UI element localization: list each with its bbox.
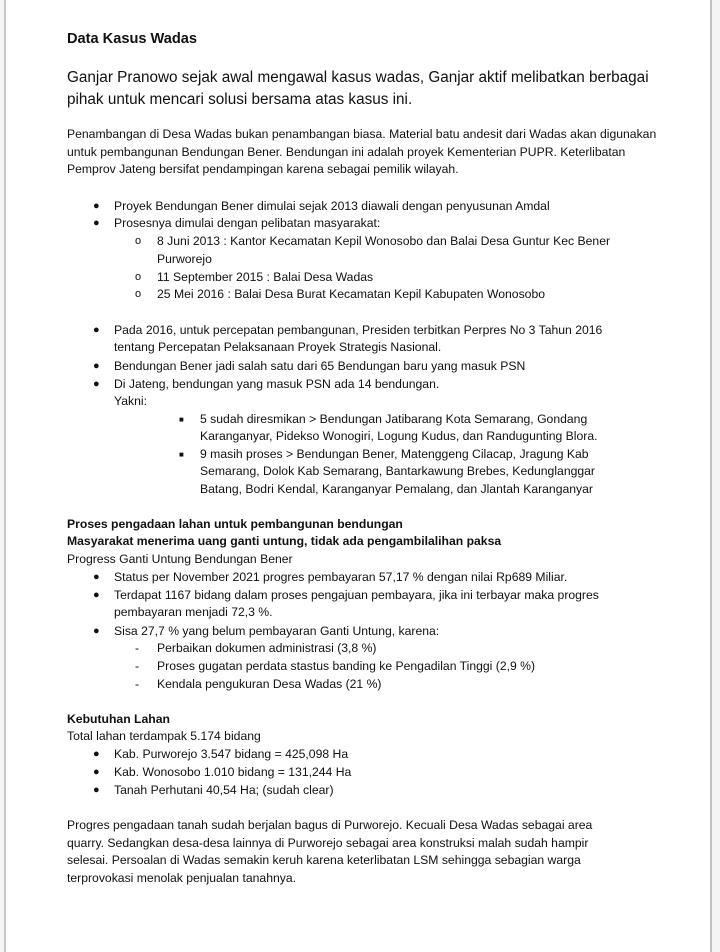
closing-paragraph-line: selesai. Persoalan di Wadas semakin keruh karena keterlibatan LSM sehingga sebagian warga	[67, 853, 581, 867]
closing-paragraph-line: terprovokasi menolak penjualan tanahnya.	[67, 871, 297, 885]
bullet-icon: ●	[93, 217, 100, 229]
closing-paragraph-line: Progres pengadaan tanah sudah berjalan bagus di Purworejo. Kecuali Desa Wadas sebagai area	[67, 818, 593, 832]
square-bullet-icon: ■	[179, 450, 184, 459]
bullet-icon: ●	[93, 625, 100, 637]
intro-paragraph: Penambangan di Desa Wadas bukan penambangan biasa. Material batu andesit dari Wadas akan digunakan untuk pembangunan Bendungan Bener. Bendungan ini adalah proyek Kementerian PUPR. Keterlibatan Pemprov Jateng bersifat pendampingan karena sebagai pemilik wilayah.	[67, 127, 657, 177]
dash-icon: -	[135, 659, 140, 673]
section-subtitle: Total lahan terdampak 5.174 bidang	[67, 729, 261, 743]
circle-bullet-icon: o	[135, 235, 142, 247]
bullet-icon: ●	[93, 200, 100, 212]
closing-paragraph-line: quarry. Sedangkan desa-desa lainnya di Purworejo sebagai area konstruksi malah sudah hampir	[67, 836, 589, 850]
dash-icon: -	[135, 677, 140, 691]
bullet-icon: ●	[93, 378, 100, 390]
bullet-icon: ●	[93, 360, 100, 372]
section-subtitle: Progress Ganti Untung Bendungan Bener	[67, 552, 293, 566]
circle-bullet-icon: o	[135, 288, 142, 300]
lead-paragraph: Ganjar Pranowo sejak awal mengawal kasus wadas, Ganjar aktif melibatkan berbagai pihak untuk mencari solusi bersama atas kasus ini.	[67, 69, 649, 108]
bullet-icon: ●	[93, 589, 100, 601]
dash-icon: -	[135, 641, 140, 655]
bullet-icon: ●	[93, 766, 100, 778]
square-bullet-icon: ■	[179, 415, 184, 424]
bullet-icon: ●	[93, 784, 100, 796]
section-heading: Masyarakat menerima uang ganti untung, tidak ada pengambilalihan paksa	[67, 534, 502, 548]
section-heading: Kebutuhan Lahan	[67, 712, 170, 726]
bullet-icon: ●	[93, 748, 100, 760]
document-page: Data Kasus Wadas Ganjar Pranowo sejak awal mengawal kasus wadas, Ganjar aktif melibatkan berbagai pihak untuk mencari solusi bersama atas kasus ini. Penambangan di Desa Wadas bukan penambangan biasa. Material batu andesit dari Wadas akan digunakan untuk pembangunan Bendungan Bener. Bendungan ini adalah proyek Kementerian PUPR. Keterlibatan Pemprov Jateng bersifat pendampingan karena sebagai pemilik wilayah. ● Proyek Bendungan Bener dimulai sejak 2013 diawali dengan penyusunan Amdal ● Prosesnya dimulai dengan pelibatan masyarakat: o 8 Juni 2013 : Kantor Kecamatan Kepil Wonosobo dan Balai Desa Guntur Kec Bener Purworejo o 11 September 2015 : Balai Desa Wadas o 25 Mei 2016 : Balai Desa Burat Kecamatan Kepil Kabupaten Wonosobo ● Pada 2016, untuk percepatan pembangunan, Presiden terbitkan Perpres No 3 Tahun 2016 tentang Percepatan Pelaksanaan Proyek Strategis Nasional. ● Bendungan Bener jadi salah satu dari 65 Bendungan baru yang masuk PSN ● Di Jateng, bendungan yang masuk PSN ada 14 bendungan. Yakni: ■ 5 sudah diresmikan > Bendungan Jatibarang Kota Semarang, Gondang Karanganyar, Pidekso Wonogiri, Logung Kudus, dan Randugunting Blora. ■ 9 masih proses > Bendungan Bener, Matenggeng Cilacap, Jragung Kab Semarang, Dolok Kab Semarang, Bantarkawung Brebes, Kedunglanggar Batang, Bodri Kendal, Karanganyar Pemalang, dan Jlantah Karanganyar Proses pengadaan lahan untuk pembangunan bendungan Masyarakat menerima uang ganti untung, tidak ada pengambilalihan paksa Progress Ganti Untung Bendungan Bener ● Status per November 2021 progres pembayaran 57,17 % dengan nilai Rp689 Miliar. ● Terdapat 1167 bidang dalam proses pengajuan pembayara, jika ini terbayar maka progres pembayaran menjadi 72,3 %. ● Sisa 27,7 % yang belum pembayaran Ganti Untung, karena: - Perbaikan dokumen administrasi (3,8 %) - Proses gugatan perdata stastus banding ke Pengadilan Tinggi (2,9 %) - Kendala pengukuran Desa Wadas (21 %) Kebutuhan Lahan Total lahan terdampak 5.174 bidang ● Kab. Purworejo 3.547 bidang = 425,098 Ha ● Kab. Wonosobo 1.010 bidang = 131,244 Ha ● Tanah Perhutani 40,54 Ha; (sudah clear) Progres pengadaan tanah sudah berjalan bagus di Purworejo. Kecuali Desa Wadas sebagai area quarry. Sedangkan desa-desa lainnya di Purworejo sebagai area konstruksi malah sudah hampir selesai. Persoalan di Wadas semakin keruh karena keterlibatan LSM sehingga sebagian warga terprovokasi menolak penjualan tanahnya.	[4, 0, 712, 952]
bullet-icon: ●	[93, 571, 100, 583]
circle-bullet-icon: o	[135, 271, 142, 283]
section-heading: Proses pengadaan lahan untuk pembangunan bendungan	[67, 517, 403, 531]
bullet-icon: ●	[93, 324, 100, 336]
document-title: Data Kasus Wadas	[67, 31, 198, 47]
